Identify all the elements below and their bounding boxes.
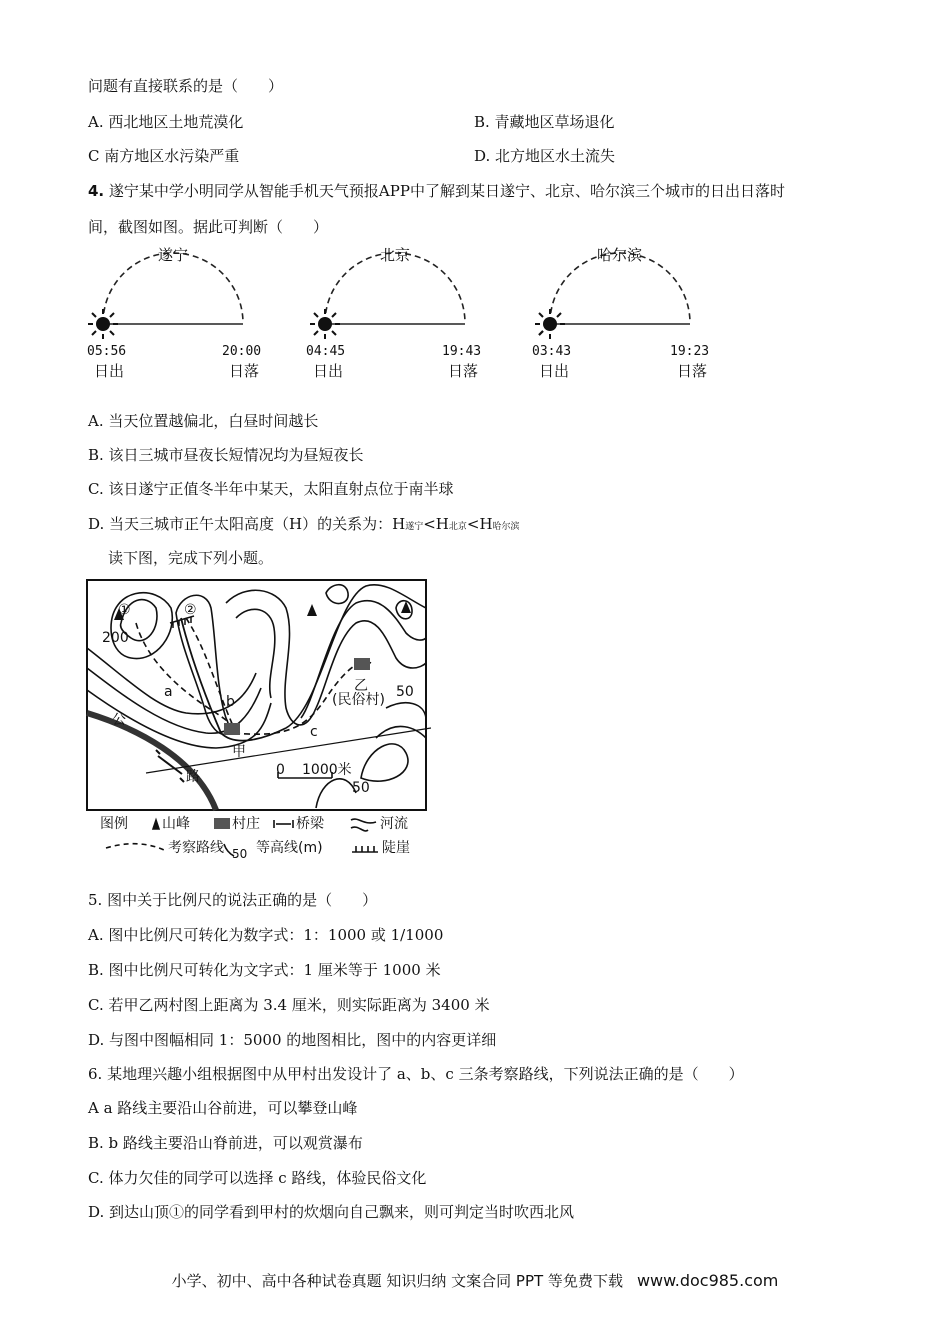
footer-link[interactable]: www.doc985.com <box>636 1271 779 1290</box>
sunrise-label-harbin: 日出 <box>539 362 570 380</box>
q4-option-d <box>88 514 520 537</box>
legend-contour: 等高线(m) <box>256 840 323 856</box>
label-peak-2: ② <box>184 602 197 618</box>
sunset-label-harbin: 日落 <box>677 362 708 380</box>
sun-icon <box>88 309 118 339</box>
less-than-1: <H <box>423 515 449 533</box>
contour-map <box>86 578 431 863</box>
label-contour-200: 200 <box>102 630 129 646</box>
q4-option-c: C. 该日遂宁正值冬半年中某天，太阳直射点位于南半球 <box>88 480 454 498</box>
label-scale-0: 0 <box>276 762 285 778</box>
q4-stem-line1 <box>88 181 785 201</box>
city-name-beijing: 北京 <box>380 246 411 264</box>
subscript-beijing: 北京 <box>448 522 467 532</box>
q6-option-d: D. 到达山顶①的同学看到甲村的炊烟向自己飘来，则可判定当时吹西北风 <box>88 1203 575 1221</box>
q3-option-c: C 南方地区水污染严重 <box>88 147 240 165</box>
legend-route: 考察路线 <box>168 840 224 856</box>
q3-option-d: D. 北方地区水土流失 <box>474 147 616 165</box>
sun-diagram-beijing <box>310 253 465 339</box>
sunrise-time-suining: 05:56 <box>87 344 127 359</box>
sun-diagram-suining <box>88 253 243 339</box>
q4-stem-line2: 间，截图如图。据此可判断（ ） <box>88 218 329 236</box>
legend-cliff: 陡崖 <box>382 840 410 856</box>
footer-text: 小学、初中、高中各种试卷真题 知识归纳 文案合同 PPT 等免费下载 <box>171 1272 623 1290</box>
legend-bridge: 桥梁 <box>296 816 324 832</box>
q6-option-b: B. b 路线主要沿山脊前进，可以观赏瀑布 <box>88 1134 363 1152</box>
label-route-a: a <box>164 684 173 700</box>
sun-icon <box>535 309 565 339</box>
q3-option-a: A. 西北地区土地荒漠化 <box>88 113 244 131</box>
q6-option-a: A a 路线主要沿山谷前进，可以攀登山峰 <box>88 1099 358 1117</box>
subscript-suining: 遂宁 <box>405 522 424 532</box>
city-name-suining: 遂宁 <box>158 246 189 264</box>
q4-option-a: A. 当天位置越偏北，白昼时间越长 <box>88 412 319 430</box>
q3-option-b: B. 青藏地区草场退化 <box>474 113 615 131</box>
legend-contour-value: 50 <box>232 847 248 861</box>
section-intro: 读下图，完成下列小题。 <box>108 549 274 567</box>
sunrise-label-suining: 日出 <box>94 362 125 380</box>
q5-option-a: A. 图中比例尺可转化为数字式：1：1000 或 1/1000 <box>88 926 444 944</box>
sunset-label-beijing: 日落 <box>448 362 479 380</box>
q3-stem-tail: 问题有直接联系的是（ ） <box>88 77 284 95</box>
less-than-2: <H <box>466 515 493 533</box>
sunset-label-suining: 日落 <box>229 362 260 380</box>
label-scale-1000: 1000米 <box>302 762 352 778</box>
q5-option-c: C. 若甲乙两村图上距离为 3.4 厘米，则实际距离为 3400 米 <box>88 996 490 1014</box>
label-contour-50b: 50 <box>352 780 370 796</box>
label-route-c: c <box>310 724 318 740</box>
q4-option-d-prefix: D. 当天三城市正午太阳高度（H）的关系为：H <box>88 515 406 533</box>
legend-title: 图例 <box>100 816 128 832</box>
q5-stem: 5. 图中关于比例尺的说法正确的是（ ） <box>88 891 378 909</box>
label-road-lu: 路 <box>186 769 200 785</box>
sun-icon <box>310 309 340 339</box>
sunset-time-suining: 20:00 <box>222 344 262 359</box>
q5-option-d: D. 与图中图幅相同 1：5000 的地图相比，图中的内容更详细 <box>88 1031 497 1049</box>
sunset-time-harbin: 19:23 <box>670 344 710 359</box>
sunset-time-beijing: 19:43 <box>442 344 482 359</box>
sunrise-time-beijing: 04:45 <box>306 344 346 359</box>
label-village-yi: 乙 <box>354 678 368 694</box>
q4-stem-text: 遂宁某中学小明同学从智能手机天气预报APP中了解到某日遂宁、北京、哈尔滨三个城市的日出日落时 <box>108 182 785 200</box>
village-jia <box>224 723 240 735</box>
q6-stem: 6. 某地理兴趣小组根据图中从甲村出发设计了 a、b、c 三条考察路线，下列说法正确的是（ ） <box>88 1065 744 1083</box>
q4-option-b: B. 该日三城市昼夜长短情况均为昼短夜长 <box>88 446 364 464</box>
legend-river: 河流 <box>380 816 408 832</box>
village-yi <box>354 658 370 670</box>
q5-option-b: B. 图中比例尺可转化为文字式：1 厘米等于 1000 米 <box>88 961 441 979</box>
sunrise-time-harbin: 03:43 <box>532 344 572 359</box>
label-minsu: (民俗村) <box>332 692 385 708</box>
label-village-jia: 甲 <box>232 744 246 760</box>
sunrise-label-beijing: 日出 <box>313 362 344 380</box>
q4-number: 4. <box>88 182 105 200</box>
label-contour-50a: 50 <box>396 684 414 700</box>
legend-peak: 山峰 <box>162 816 190 832</box>
legend-village: 村庄 <box>232 816 260 832</box>
q6-option-c: C. 体力欠佳的同学可以选择 c 路线，体验民俗文化 <box>88 1169 427 1187</box>
city-name-harbin: 哈尔滨 <box>597 246 643 264</box>
subscript-harbin: 哈尔滨 <box>492 522 520 532</box>
label-road-gong: 公 <box>112 712 126 728</box>
page-footer <box>0 1270 950 1291</box>
sun-diagram-harbin <box>535 253 690 339</box>
label-peak-1: ① <box>118 602 131 618</box>
label-route-b: b <box>226 694 235 710</box>
